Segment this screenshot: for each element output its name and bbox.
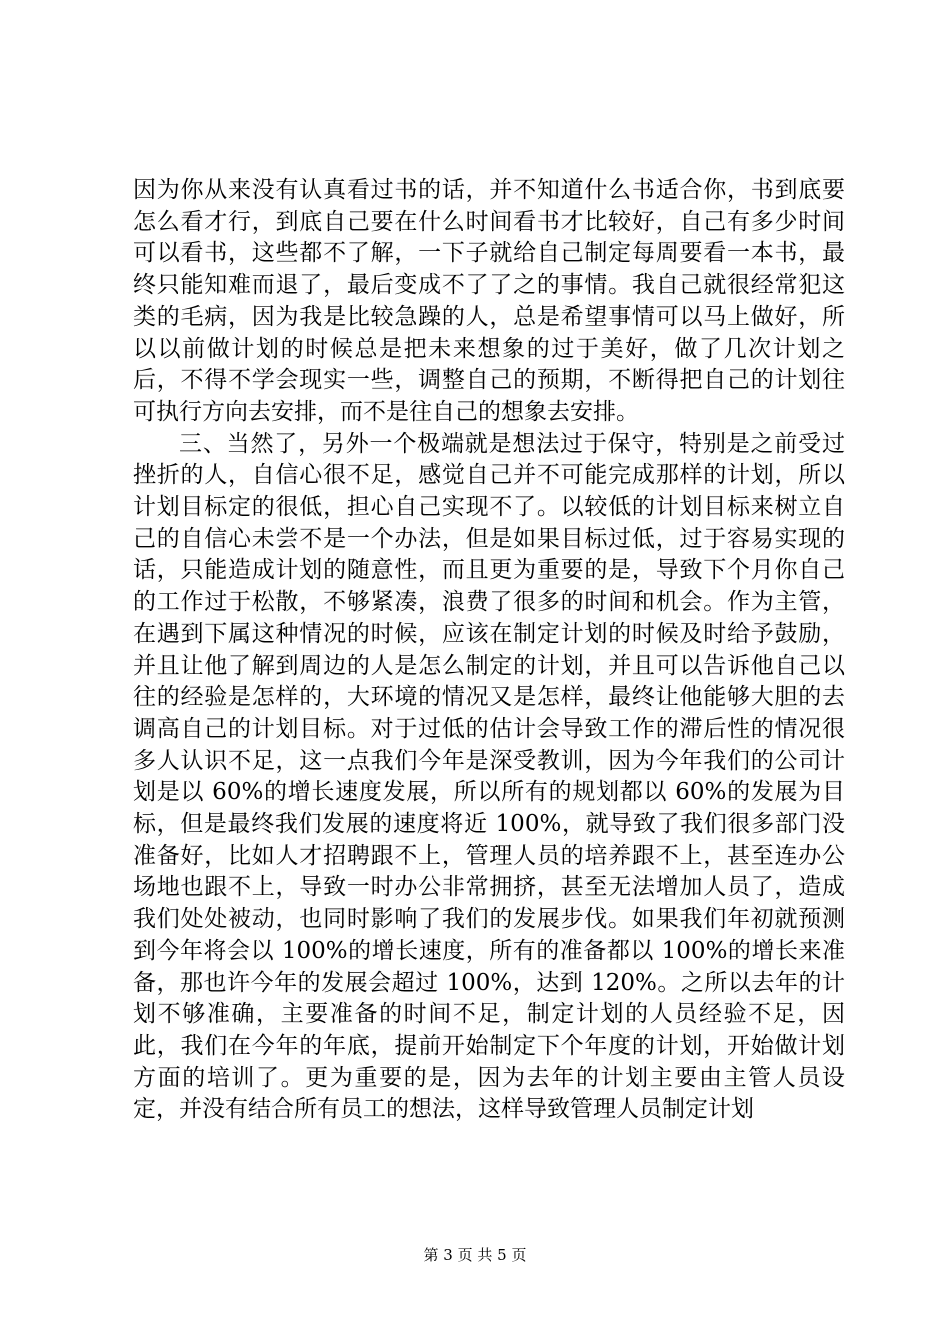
body-text [133,175,845,1126]
paragraph-section-three: 三、当然了，另外一个极端就是想法过于保守，特别是之前受过挫折的人，自信心很不足，感觉自己并不可能完成那样的计划，所以计划目标定的很低，担心自己实现不了。以较低的计划目标来树立自己的自信心未尝不是一个办法，但是如果目标过低，过于容易实现的话，只能造成计划的随意性，而且更为重要的是，导致下个月你自己的工作过于松散，不够紧凑，浪费了很多的时间和机会。作为主管，在遇到下属这种情况的时候，应该在制定计划的时候及时给予鼓励，并且让他了解到周边的人是怎么制定的计划，并且可以告诉他自己以往的经验是怎样的，大环境的情况又是怎样，最终让他能够大胆的去调高自己的计划目标。对于过低的估计会导致工作的滞后性的情况很多人认识不足，这一点我们今年是深受教训，因为今年我们的公司计划是以 60%的增长速度发展，所以所有的规划都以 60%的发展为目标，但是最终我们发展的速度将近 100%，就导致了我们很多部门没准备好，比如人才招聘跟不上，管理人员的培养跟不上，甚至连办公场地也跟不上，导致一时办公非常拥挤，甚至无法增加人员了，造成我们处处被动，也同时影响了我们的发展步伐。如果我们年初就预测到今年将会以 100%的增长速度，所有的准备都以 100%的增长来准备，那也许今年的发展会超过 100%，达到 120%。之所以去年的计划不够准确，主要准备的时间不足，制定计划的人员经验不足，因此，我们在今年的年底，提前开始制定下个年度的计划，开始做计划方面的培训了。更为重要的是，因为去年的计划主要由主管人员设定，并没有结合所有员工的想法，这样导致管理人员制定计划 [133,430,845,1123]
page-number-footer: 第 3 页 共 5 页 [423,1246,527,1264]
paragraph-continuation: 因为你从来没有认真看过书的话，并不知道什么书适合你，书到底要怎么看才行，到底自己要在什么时间看书才比较好，自己有多少时间可以看书，这些都不了解，一下子就给自己制定每周要看一本书，最终只能知难而退了，最后变成不了了之的事情。我自己就很经常犯这类的毛病，因为我是比较急躁的人，总是希望事情可以马上做好，所以以前做计划的时候总是把未来想象的过于美好，做了几次计划之后，不得不学会现实一些，调整自己的预期，不断得把自己的计划往可执行方向去安排，而不是往自己的想象去安排。 [133,177,845,425]
